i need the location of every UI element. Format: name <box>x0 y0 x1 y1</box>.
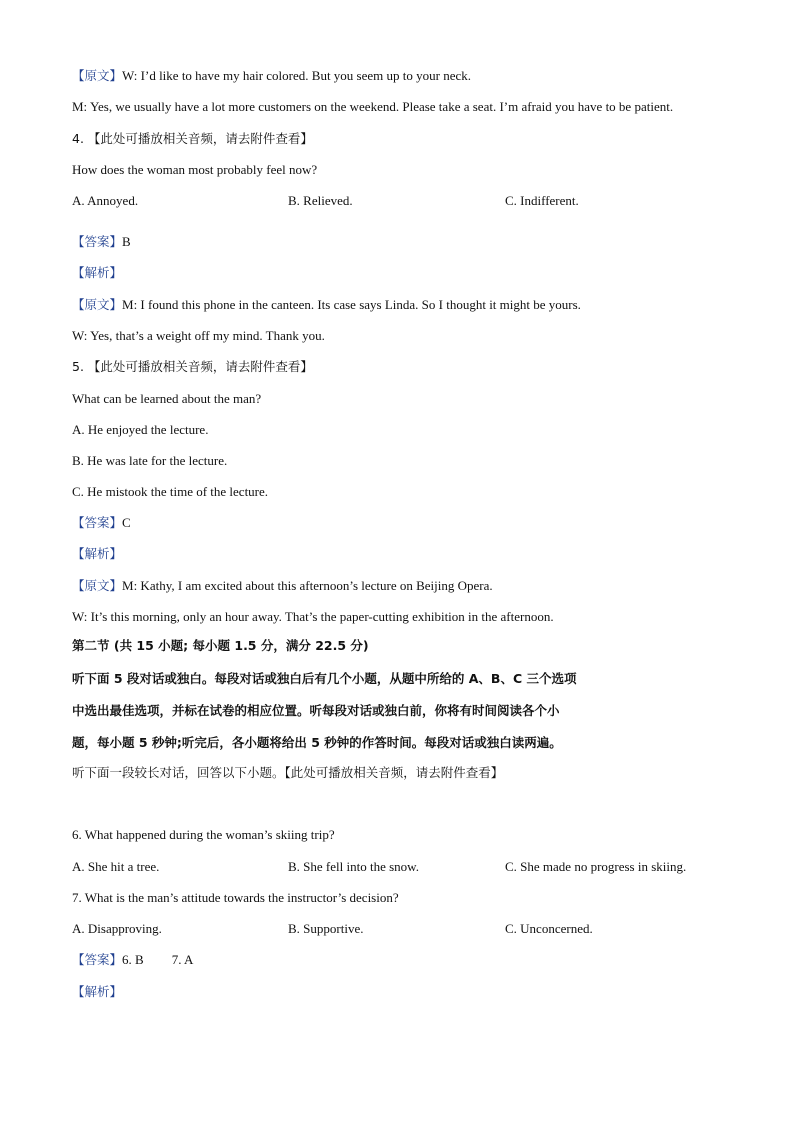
original-text-tag: 【原文】 <box>72 68 123 83</box>
question-5-answer <box>72 515 131 531</box>
question-5-header: 5. 【此处可播放相关音频，请去附件查看】 <box>72 359 313 374</box>
question-7-option-c: C. Unconcerned. <box>505 921 593 936</box>
original-text-tag: 【原文】 <box>72 578 123 593</box>
question-4-option-c: C. Indifferent. <box>505 193 579 208</box>
transcript-line: W: It’s this morning, only an hour away. That’s the paper-cutting exhibition in the afternoon. <box>72 609 554 624</box>
answer-tag: 【答案】 <box>72 234 123 249</box>
transcript-line: M: Yes, we usually have a lot more customers on the weekend. Please take a seat. I’m afraid you have to be patient. <box>72 99 674 114</box>
transcript-line <box>72 297 581 313</box>
question-6-option-c: C. She made no progress in skiing. <box>505 859 687 874</box>
question-7-option-a: A. Disapproving. <box>72 921 162 936</box>
question-6-text: 6. What happened during the woman’s skiing trip? <box>72 827 335 842</box>
question-6-option-b: B. She fell into the snow. <box>288 859 419 874</box>
answer-value: 6. B <box>122 952 144 967</box>
transcript-text: M: I found this phone in the canteen. Its case says Linda. So I thought it might be yours. <box>122 297 581 312</box>
question-7-text: 7. What is the man’s attitude towards the instructor’s decision? <box>72 890 399 905</box>
questions-6-7-answer <box>72 952 193 968</box>
answer-tag: 【答案】 <box>72 952 123 967</box>
original-text-tag: 【原文】 <box>72 297 123 312</box>
section-2-title: 第二节 (共 15 小题; 每小题 1.5 分，满分 22.5 分) <box>72 638 369 653</box>
answer-value: 7. A <box>171 952 194 967</box>
question-4-header: 4. 【此处可播放相关音频，请去附件查看】 <box>72 131 313 146</box>
section-2-instructions: 听下面 5 段对话或独白。每段对话或独白后有几个小题，从题中所给的 A、B、C 三个选项 <box>72 671 577 686</box>
question-5-option-a: A. He enjoyed the lecture. <box>72 422 209 437</box>
section-2-instructions: 中选出最佳选项，并标在试卷的相应位置。听每段对话或独白前，你将有时间阅读各个小 <box>72 703 560 718</box>
analysis-tag: 【解析】 <box>72 546 123 561</box>
question-4-text: How does the woman most probably feel now? <box>72 162 318 177</box>
question-5-option-c: C. He mistook the time of the lecture. <box>72 484 269 499</box>
question-4-option-b: B. Relieved. <box>288 193 353 208</box>
sub-instructions: 听下面一段较长对话，回答以下小题。【此处可播放相关音频，请去附件查看】 <box>72 765 504 780</box>
transcript-line <box>72 68 471 84</box>
section-2-instructions: 题，每小题 5 秒钟;听完后，各小题将给出 5 秒钟的作答时间。每段对话或独白读两遍。 <box>72 735 562 750</box>
question-6-option-a: A. She hit a tree. <box>72 859 160 874</box>
analysis-tag: 【解析】 <box>72 265 123 280</box>
answer-tag: 【答案】 <box>72 515 123 530</box>
transcript-line: W: Yes, that’s a weight off my mind. Thank you. <box>72 328 325 343</box>
analysis-tag: 【解析】 <box>72 984 123 999</box>
question-5-option-b: B. He was late for the lecture. <box>72 453 228 468</box>
transcript-text: M: Kathy, I am excited about this afternoon’s lecture on Beijing Opera. <box>122 578 493 593</box>
question-4-option-a: A. Annoyed. <box>72 193 139 208</box>
answer-value: C <box>122 515 131 530</box>
transcript-line <box>72 578 493 594</box>
question-4-answer <box>72 234 131 250</box>
answer-value: B <box>122 234 131 249</box>
transcript-text: W: I’d like to have my hair colored. But you seem up to your neck. <box>122 68 471 83</box>
question-5-text: What can be learned about the man? <box>72 391 262 406</box>
question-7-option-b: B. Supportive. <box>288 921 364 936</box>
